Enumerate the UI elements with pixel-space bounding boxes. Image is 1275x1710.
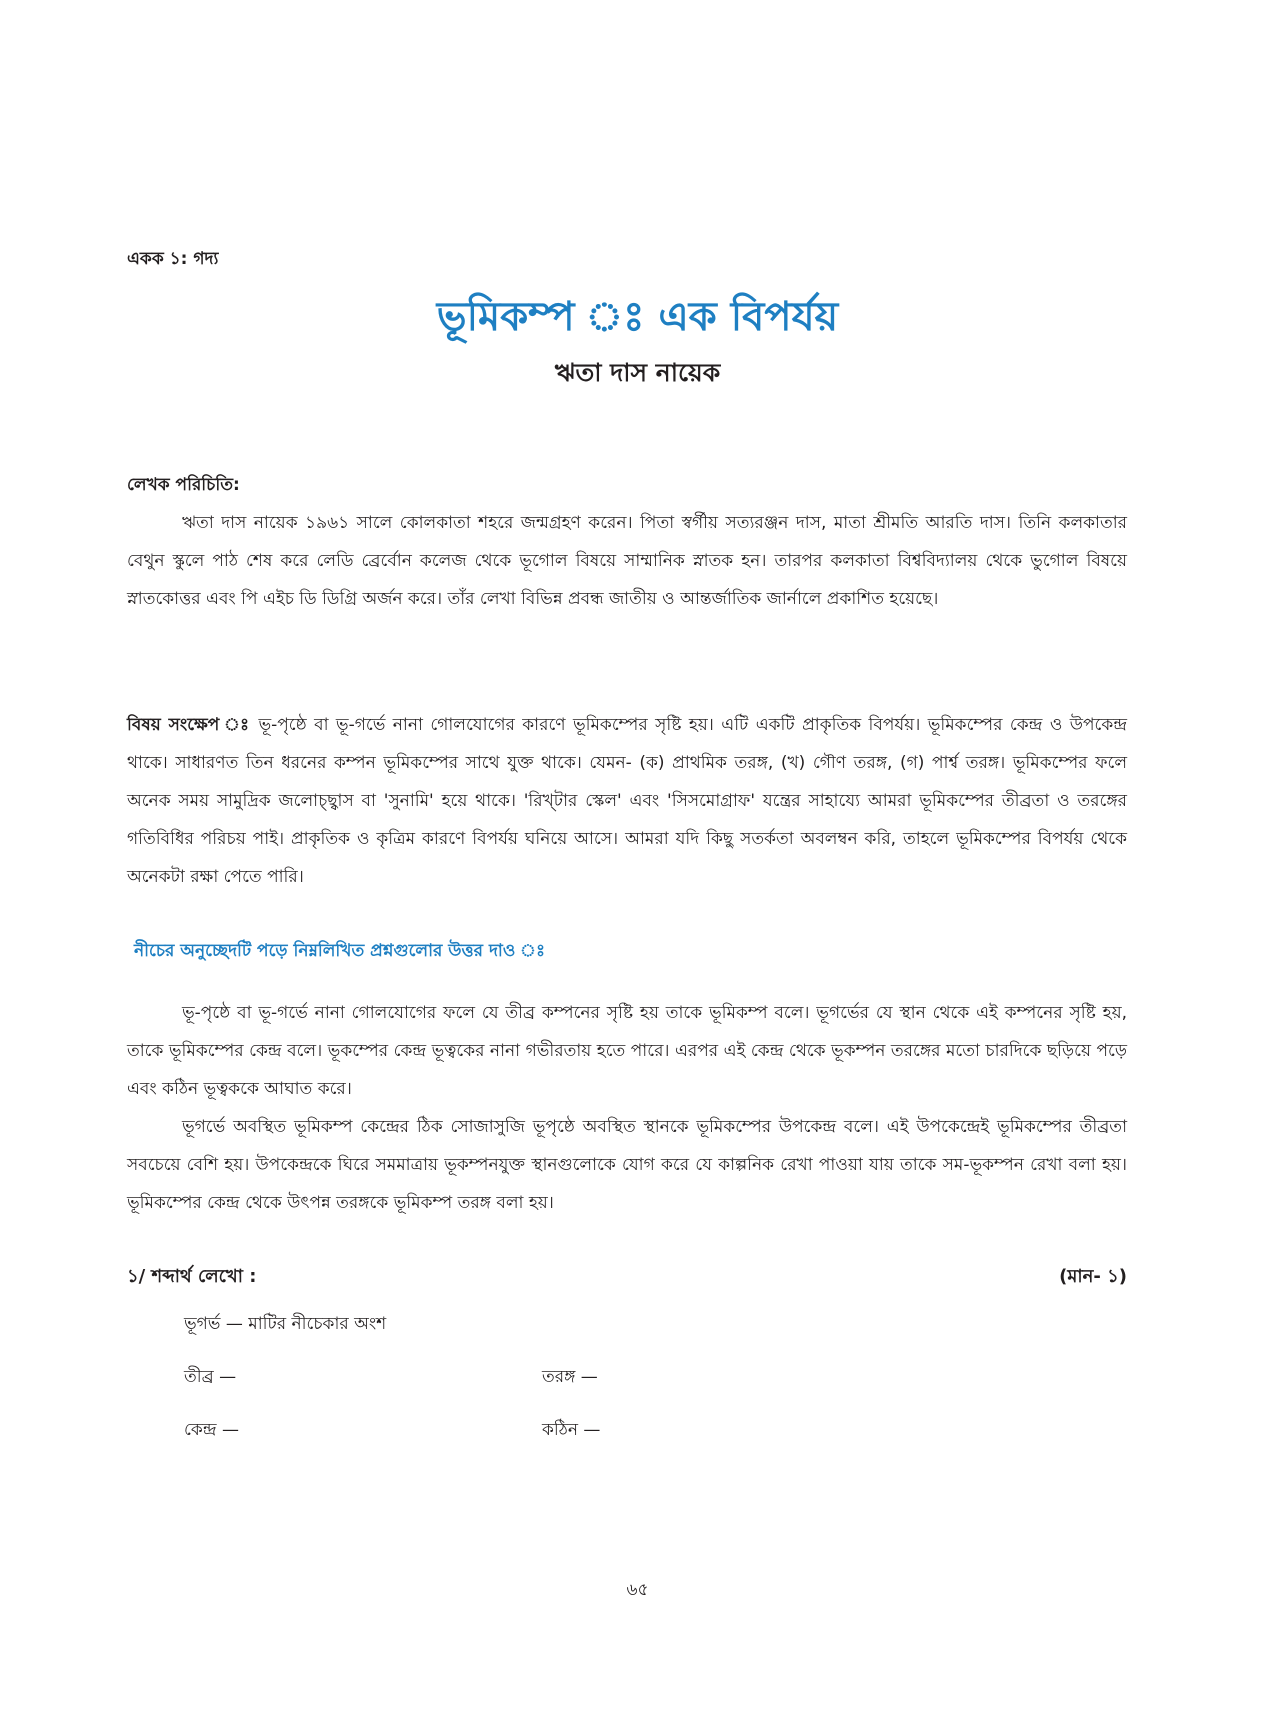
question-label: ১/ শব্দার্থ লেখো : bbox=[127, 1266, 257, 1287]
word-item-1: তীব্র — bbox=[184, 1367, 237, 1387]
summary-heading: বিষয় সংক্ষেপ ঃ bbox=[127, 715, 252, 735]
question-marks: (মান- ১) bbox=[1059, 1266, 1127, 1287]
passage bbox=[127, 994, 1127, 1222]
author-intro-text: ঋতা দাস নায়েক ১৯৬১ সালে কোলকাতা শহরে জন্মগ্রহণ করেন। পিতা স্বর্গীয় সত্যরঞ্জন দাস, মাতা শ্রীমতি আরতি দাস। তিনি কলকাতার বেথুন স্কুলে পাঠ শেষ করে লেডি ব্রের্বোন কলেজ থেকে ভূগোল বিষয়ে সাম্মানিক স্নাতক হন। তারপর কলকাতা বিশ্ববিদ্যালয় থেকে ভুগোল বিষয়ে স্নাতকোত্তর এবং পি এইচ ডি ডিগ্রি অর্জন করে। তাঁর লেখা বিভিন্ন প্রবন্ধ জাতীয় ও আন্তর্জাতিক জার্নালে প্রকাশিত হয়েছে। bbox=[127, 513, 1127, 609]
lesson-title: ভূমিকম্প ঃ এক বিপর্যয় bbox=[436, 294, 839, 340]
unit-label: একক ১: গদ্য bbox=[127, 249, 219, 269]
author-name: ঋতা দাস নায়েক bbox=[554, 358, 721, 387]
author-intro-heading: লেখক পরিচিতি: bbox=[127, 475, 240, 495]
word-example: ভূগর্ভ — মাটির নীচেকার অংশ bbox=[184, 1314, 387, 1334]
word-item-3: কেন্দ্র — bbox=[184, 1420, 239, 1440]
question-row bbox=[127, 1262, 1127, 1292]
page-number: ৬৫ bbox=[626, 1580, 649, 1600]
passage-paragraph-1: ভূ-পৃষ্ঠে বা ভূ-গর্ভে নানা গোলযোগের ফলে যে তীব্র কম্পনের সৃষ্টি হয় তাকে ভূমিকম্প বলে। ভূগর্ভের যে স্থান থেকে এই কম্পনের সৃষ্টি হয়, তাকে ভূমিকম্পের কেন্দ্র বলে। ভূকম্পের কেন্দ্র ভূত্বকের নানা গভীরতায় হতে পারে। এরপর এই কেন্দ্র থেকে ভূকম্পন তরঙ্গের মতো চারদিকে ছড়িয়ে পড়ে এবং কঠিন ভূত্বককে আঘাত করে। bbox=[127, 1003, 1127, 1099]
word-item-2: তরঙ্গ — bbox=[542, 1367, 598, 1387]
author-intro-section bbox=[127, 466, 1127, 618]
summary-text: ভূ-পৃষ্ঠে বা ভূ-গর্ভে নানা গোলযোগের কারণে ভূমিকম্পের সৃষ্টি হয়। এটি একটি প্রাকৃতিক বিপর্যয়। ভূমিকম্পের কেন্দ্র ও উপকেন্দ্র থাকে। সাধারণত তিন ধরনের কম্পন ভূমিকম্পের সাথে যুক্ত থাকে। যেমন- (ক) প্রাথমিক তরঙ্গ, (খ) গৌণ তরঙ্গ, (গ) পার্শ্ব তরঙ্গ। ভূমিকম্পের ফলে অনেক সময় সামুদ্রিক জলোচ্ছ্বাস বা 'সুনামি' হয়ে থাকে। 'রিখ্টার স্কেল' এবং 'সিসমোগ্রাফ' যন্ত্রের সাহায্যে আমরা ভূমিকম্পের তীব্রতা ও তরঙ্গের গতিবিধির পরিচয় পাই। প্রাকৃতিক ও কৃত্রিম কারণে বিপর্যয় ঘনিয়ে আসে। আমরা যদি কিছু সতর্কতা অবলম্বন করি, তাহলে ভূমিকম্পের বিপর্যয় থেকে অনেকটা রক্ষা পেতে পারি। bbox=[127, 715, 1127, 887]
summary-section bbox=[127, 706, 1127, 896]
word-item-4: কঠিন — bbox=[542, 1420, 601, 1440]
passage-paragraph-2: ভূগর্ভে অবস্থিত ভূমিকম্প কেন্দ্রের ঠিক সোজাসুজি ভূপৃষ্ঠে অবস্থিত স্থানকে ভূমিকম্পের উপকেন্দ্র বলে। এই উপকেন্দ্রেই ভূমিকম্পের তীব্রতা সবচেয়ে বেশি হয়। উপকেন্দ্রকে ঘিরে সমমাত্রায় ভূকম্পনযুক্ত স্থানগুলোকে যোগ করে যে কাল্পনিক রেখা পাওয়া যায় তাকে সম-ভূকম্পন রেখা বলা হয়। ভূমিকম্পের কেন্দ্র থেকে উৎপন্ন তরঙ্গকে ভূমিকম্প তরঙ্গ বলা হয়। bbox=[127, 1117, 1127, 1213]
instruction-text: নীচের অনুচ্ছেদটি পড়ে নিম্নলিখিত প্রশ্নগুলোর উত্তর দাও ঃ bbox=[134, 941, 546, 961]
